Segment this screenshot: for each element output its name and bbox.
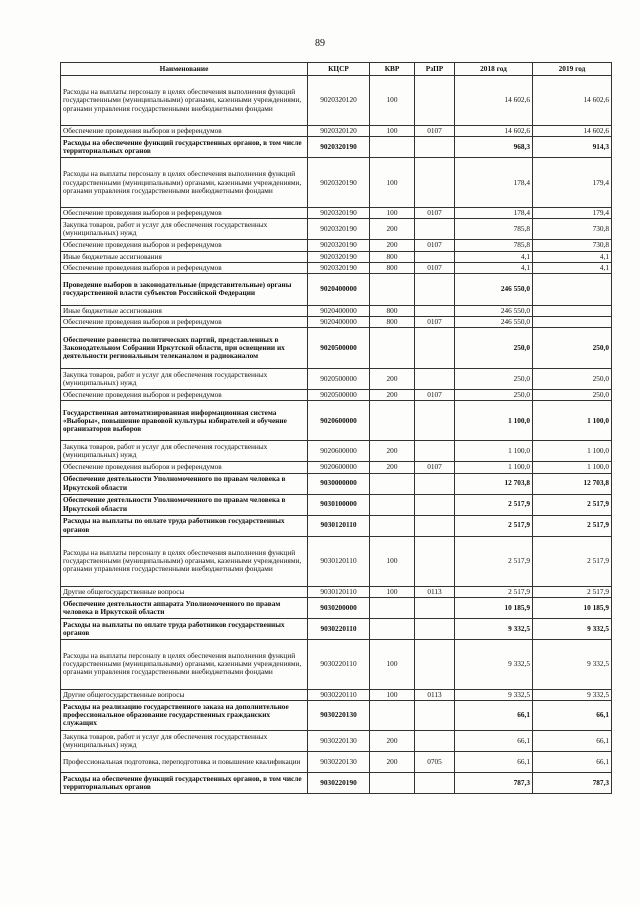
header-rzpr: РзПР [415,63,455,76]
cell-name: Обеспечение проведения выборов и референдумов [61,126,308,137]
cell-2018: 1 100,0 [455,462,533,473]
cell-rzpr [415,515,455,536]
cell-kcsr: 9020600000 [308,441,370,462]
budget-table [60,62,612,794]
table-row [61,751,612,772]
cell-kcsr: 9030000000 [308,473,370,494]
cell-name: Обеспечение проведения выборов и референдумов [61,240,308,251]
cell-kvr: 100 [370,536,415,586]
cell-rzpr [415,273,455,305]
cell-kvr: 200 [370,730,415,751]
cell-kvr: 100 [370,126,415,137]
cell-2019 [533,305,612,316]
table-row [61,273,612,305]
cell-kcsr: 9020320190 [308,262,370,273]
cell-kvr [370,700,415,730]
cell-rzpr: 0107 [415,462,455,473]
table-row [61,597,612,618]
cell-kcsr: 9020320190 [308,240,370,251]
cell-name: Расходы на выплаты персоналу в целях обеспечения выполнения функций государственными (муниципальными) органами, казенными учреждениями, органами управления государственными внебюджетными фондами [61,158,308,208]
cell-2019: 914,3 [533,137,612,158]
cell-kcsr: 9030100000 [308,494,370,515]
table-row [61,158,612,208]
cell-2019: 1 100,0 [533,441,612,462]
cell-rzpr [415,251,455,262]
cell-2018: 66,1 [455,751,533,772]
cell-name: Обеспечение деятельности Уполномоченного по правам человека в Иркутской области [61,494,308,515]
cell-2019: 10 185,9 [533,597,612,618]
cell-rzpr [415,597,455,618]
cell-kvr: 200 [370,369,415,390]
cell-name: Обеспечение проведения выборов и референдумов [61,317,308,328]
cell-name: Расходы на обеспечение функций государственных органов, в том числе территориальных органов [61,772,308,793]
cell-2018: 2 517,9 [455,536,533,586]
cell-2019: 4,1 [533,251,612,262]
cell-name: Закупка товаров, работ и услуг для обеспечения государственных (муниципальных) нужд [61,369,308,390]
cell-2018: 10 185,9 [455,597,533,618]
cell-2019: 730,8 [533,240,612,251]
cell-kvr [370,328,415,369]
cell-2019: 1 100,0 [533,462,612,473]
cell-kvr: 100 [370,586,415,597]
cell-kvr: 200 [370,751,415,772]
cell-kvr: 200 [370,219,415,240]
cell-name: Обеспечение равенства политических партий, представленных в Законодательном Собрании Иркутской области, при освещении их деятельности региональным телеканалом и радиоканалом [61,328,308,369]
cell-name: Расходы на реализацию государственного заказа на дополнительное профессиональное образование государственных гражданских служащих [61,700,308,730]
cell-2018: 968,3 [455,137,533,158]
cell-rzpr [415,158,455,208]
cell-kcsr: 9020320120 [308,126,370,137]
cell-kcsr: 9020600000 [308,462,370,473]
table-row [61,262,612,273]
cell-name: Обеспечение деятельности аппарата Уполномоченного по правам человека в Иркутской области [61,597,308,618]
table-row [61,441,612,462]
cell-rzpr [415,76,455,126]
cell-kvr: 200 [370,240,415,251]
cell-2018: 14 602,6 [455,126,533,137]
table-header-row [61,63,612,76]
cell-rzpr: 0107 [415,262,455,273]
cell-kvr [370,137,415,158]
header-2018: 2018 год [455,63,533,76]
cell-2018: 250,0 [455,390,533,401]
cell-2018: 246 550,0 [455,273,533,305]
cell-kcsr: 9020400000 [308,317,370,328]
cell-kcsr: 9020400000 [308,273,370,305]
cell-kcsr: 9020320190 [308,219,370,240]
cell-kvr: 800 [370,262,415,273]
table-row [61,586,612,597]
cell-2019: 179,4 [533,158,612,208]
table-row [61,772,612,793]
cell-kvr: 100 [370,689,415,700]
cell-2019 [533,273,612,305]
cell-kvr [370,515,415,536]
page-number: 89 [315,38,325,49]
cell-kvr [370,401,415,441]
cell-kcsr: 9020400000 [308,305,370,316]
cell-kcsr: 9020500000 [308,390,370,401]
cell-kcsr: 9030220130 [308,730,370,751]
cell-2019: 14 602,6 [533,126,612,137]
table-row [61,689,612,700]
cell-kvr: 100 [370,208,415,219]
cell-2019: 4,1 [533,262,612,273]
cell-rzpr [415,536,455,586]
cell-2019: 66,1 [533,700,612,730]
cell-name: Другие общегосударственные вопросы [61,586,308,597]
cell-2018: 14 602,6 [455,76,533,126]
cell-kvr [370,772,415,793]
cell-2018: 250,0 [455,369,533,390]
cell-2019: 250,0 [533,328,612,369]
cell-kcsr: 9030120110 [308,586,370,597]
cell-rzpr [415,369,455,390]
cell-2019: 730,8 [533,219,612,240]
cell-name: Государственная автоматизированная информационная система «Выборы», повышение правовой культуры избирателей и обучение организаторов выборов [61,401,308,441]
table-row [61,240,612,251]
table-row [61,494,612,515]
cell-2018: 9 332,5 [455,618,533,639]
cell-2018: 1 100,0 [455,441,533,462]
cell-2018: 787,3 [455,772,533,793]
cell-rzpr [415,473,455,494]
cell-rzpr: 0107 [415,317,455,328]
cell-rzpr: 0113 [415,689,455,700]
cell-kvr: 800 [370,251,415,262]
table-row [61,618,612,639]
cell-2019: 9 332,5 [533,689,612,700]
cell-2018: 785,8 [455,219,533,240]
cell-kcsr: 9030120110 [308,536,370,586]
cell-kvr: 200 [370,390,415,401]
cell-rzpr [415,494,455,515]
cell-2018: 246 550,0 [455,305,533,316]
cell-kvr [370,597,415,618]
cell-2019: 12 703,8 [533,473,612,494]
cell-name: Расходы на обеспечение функций государственных органов, в том числе территориальных органов [61,137,308,158]
header-kcsr: КЦСР [308,63,370,76]
cell-2019: 2 517,9 [533,536,612,586]
cell-rzpr: 0107 [415,208,455,219]
cell-name: Расходы на выплаты персоналу в целях обеспечения выполнения функций государственными (муниципальными) органами, казенными учреждениями, органами управления государственными внебюджетными фондами [61,76,308,126]
header-2019: 2019 год [533,63,612,76]
cell-2018: 9 332,5 [455,689,533,700]
cell-kcsr: 9030220130 [308,700,370,730]
cell-rzpr [415,305,455,316]
table-row [61,251,612,262]
cell-kcsr: 9030220190 [308,772,370,793]
cell-name: Проведение выборов в законодательные (представительные) органы государственной власти субъектов Российской Федерации [61,273,308,305]
cell-name: Расходы на выплаты персоналу в целях обеспечения выполнения функций государственными (муниципальными) органами, казенными учреждениями, органами управления государственными внебюджетными фондами [61,639,308,689]
cell-2019: 250,0 [533,390,612,401]
table-row [61,536,612,586]
cell-kcsr: 9030220110 [308,639,370,689]
cell-2019 [533,317,612,328]
cell-2018: 9 332,5 [455,639,533,689]
cell-rzpr [415,401,455,441]
cell-rzpr [415,639,455,689]
cell-name: Расходы на выплаты персоналу в целях обеспечения выполнения функций государственными (муниципальными) органами, казенными учреждениями, органами управления государственными внебюджетными фондами [61,536,308,586]
cell-rzpr: 0107 [415,240,455,251]
cell-kvr: 800 [370,305,415,316]
cell-name: Обеспечение проведения выборов и референдумов [61,462,308,473]
cell-name: Обеспечение проведения выборов и референдумов [61,208,308,219]
cell-kvr [370,494,415,515]
cell-2018: 2 517,9 [455,586,533,597]
table-row [61,462,612,473]
cell-kvr: 100 [370,158,415,208]
cell-rzpr [415,772,455,793]
cell-2019: 250,0 [533,369,612,390]
cell-2018: 785,8 [455,240,533,251]
cell-name: Профессиональная подготовка, переподготовка и повышение квалификации [61,751,308,772]
cell-2018: 12 703,8 [455,473,533,494]
table-row [61,401,612,441]
cell-kvr [370,273,415,305]
table-row [61,390,612,401]
cell-2019: 66,1 [533,751,612,772]
cell-name: Закупка товаров, работ и услуг для обеспечения государственных (муниципальных) нужд [61,441,308,462]
cell-2018: 2 517,9 [455,515,533,536]
cell-name: Обеспечение деятельности Уполномоченного по правам человека в Иркутской области [61,473,308,494]
cell-kvr [370,618,415,639]
cell-2019: 66,1 [533,730,612,751]
cell-kcsr: 9020320190 [308,251,370,262]
cell-2019: 1 100,0 [533,401,612,441]
cell-kvr [370,473,415,494]
cell-kcsr: 9020320190 [308,137,370,158]
table-row [61,700,612,730]
cell-2018: 246 550,0 [455,317,533,328]
cell-name: Иные бюджетные ассигнования [61,305,308,316]
cell-2018: 178,4 [455,208,533,219]
cell-2019: 9 332,5 [533,639,612,689]
cell-rzpr [415,328,455,369]
cell-kcsr: 9030200000 [308,597,370,618]
cell-rzpr [415,219,455,240]
cell-2019: 2 517,9 [533,515,612,536]
cell-2018: 250,0 [455,328,533,369]
cell-rzpr: 0113 [415,586,455,597]
cell-kcsr: 9020320190 [308,158,370,208]
table-row [61,76,612,126]
table-row [61,515,612,536]
table-row [61,473,612,494]
cell-rzpr [415,441,455,462]
cell-2018: 4,1 [455,262,533,273]
cell-rzpr: 0107 [415,390,455,401]
cell-2018: 2 517,9 [455,494,533,515]
table-row [61,730,612,751]
cell-name: Другие общегосударственные вопросы [61,689,308,700]
cell-kcsr: 9020320190 [308,208,370,219]
table-body [61,76,612,794]
cell-2018: 4,1 [455,251,533,262]
cell-2019: 2 517,9 [533,586,612,597]
table-row [61,126,612,137]
table-row [61,305,612,316]
cell-2018: 1 100,0 [455,401,533,441]
cell-kcsr: 9030220110 [308,689,370,700]
cell-2019: 787,3 [533,772,612,793]
cell-kvr: 200 [370,441,415,462]
table-row [61,639,612,689]
cell-rzpr [415,730,455,751]
cell-name: Закупка товаров, работ и услуг для обеспечения государственных (муниципальных) нужд [61,219,308,240]
cell-kvr: 100 [370,76,415,126]
cell-2019: 14 602,6 [533,76,612,126]
table-row [61,369,612,390]
cell-kvr: 100 [370,639,415,689]
header-name: Наименование [61,63,308,76]
table-row [61,219,612,240]
table-row [61,328,612,369]
cell-name: Расходы на выплаты по оплате труда работников государственных органов [61,618,308,639]
cell-name: Закупка товаров, работ и услуг для обеспечения государственных (муниципальных) нужд [61,730,308,751]
cell-kcsr: 9030220110 [308,618,370,639]
table-row [61,208,612,219]
cell-kcsr: 9020320120 [308,76,370,126]
cell-kcsr: 9030220130 [308,751,370,772]
cell-kcsr: 9030120110 [308,515,370,536]
cell-2018: 66,1 [455,730,533,751]
cell-name: Расходы на выплаты по оплате труда работников государственных органов [61,515,308,536]
table-row [61,137,612,158]
cell-rzpr: 0705 [415,751,455,772]
cell-2019: 179,4 [533,208,612,219]
cell-rzpr [415,137,455,158]
cell-name: Обеспечение проведения выборов и референдумов [61,390,308,401]
cell-rzpr [415,700,455,730]
cell-name: Иные бюджетные ассигнования [61,251,308,262]
cell-kcsr: 9020500000 [308,328,370,369]
cell-kcsr: 9020600000 [308,401,370,441]
cell-2018: 178,4 [455,158,533,208]
cell-rzpr [415,618,455,639]
cell-kvr: 800 [370,317,415,328]
cell-2019: 9 332,5 [533,618,612,639]
cell-2019: 2 517,9 [533,494,612,515]
cell-2018: 66,1 [455,700,533,730]
header-kvr: КВР [370,63,415,76]
cell-kvr: 200 [370,462,415,473]
cell-name: Обеспечение проведения выборов и референдумов [61,262,308,273]
cell-rzpr: 0107 [415,126,455,137]
cell-kcsr: 9020500000 [308,369,370,390]
table-row [61,317,612,328]
